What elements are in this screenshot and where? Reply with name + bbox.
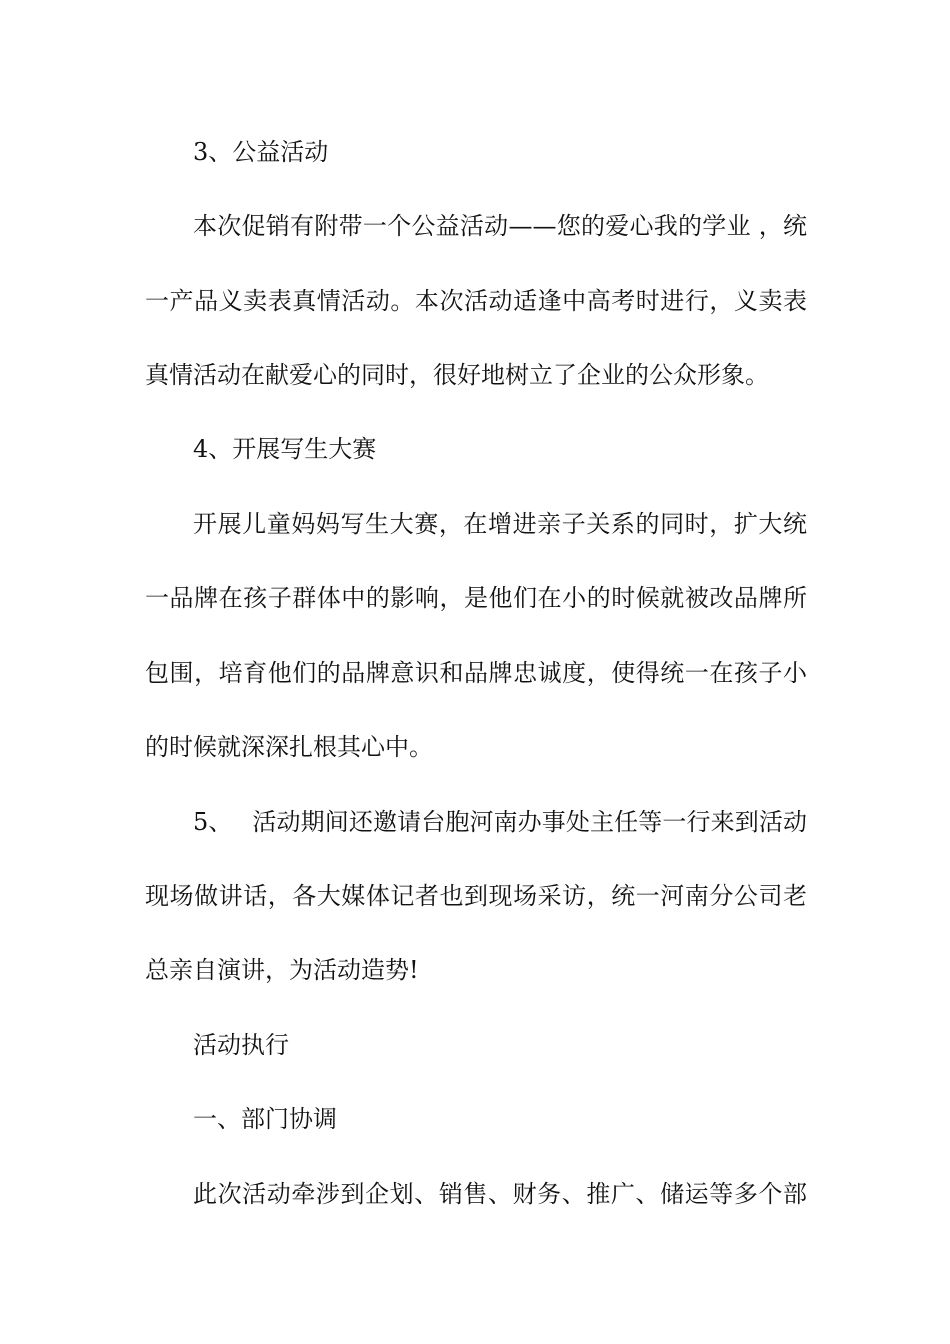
- paragraph-line: 总亲自演讲，为活动造势!: [145, 956, 419, 984]
- paragraph-line: 此次活动牵涉到企划、销售、财务、推广、储运等多个部: [193, 1180, 807, 1208]
- paragraph-line: 一品牌在孩子群体中的影响，是他们在小的时候就被改品牌所: [145, 584, 807, 612]
- section-heading-sketch-contest: 4、开展写生大赛: [193, 435, 377, 463]
- paragraph-line: 现场做讲话，各大媒体记者也到现场采访，统一河南分公司老: [145, 882, 807, 910]
- paragraph-line: 5、 活动期间还邀请台胞河南办事处主任等一行来到活动: [193, 808, 807, 836]
- paragraph-line: 开展儿童妈妈写生大赛，在增进亲子关系的同时，扩大统: [193, 510, 807, 538]
- section-heading-department-coordination: 一、部门协调: [193, 1105, 337, 1133]
- paragraph-line: 真情活动在献爱心的同时，很好地树立了企业的公众形象。: [145, 361, 769, 389]
- paragraph-line: 一产品义卖表真情活动。本次活动适逢中高考时进行，义卖表: [145, 287, 807, 315]
- paragraph-line: 的时候就深深扎根其心中。: [145, 733, 433, 761]
- section-heading-activity-execution: 活动执行: [193, 1031, 289, 1059]
- section-heading-public-welfare: 3、公益活动: [193, 138, 329, 166]
- paragraph-line: 包围，培育他们的品牌意识和品牌忠诚度，使得统一在孩子小: [145, 659, 807, 687]
- paragraph-line: 本次促销有附带一个公益活动——您的爱心我的学业 ，统: [193, 212, 807, 240]
